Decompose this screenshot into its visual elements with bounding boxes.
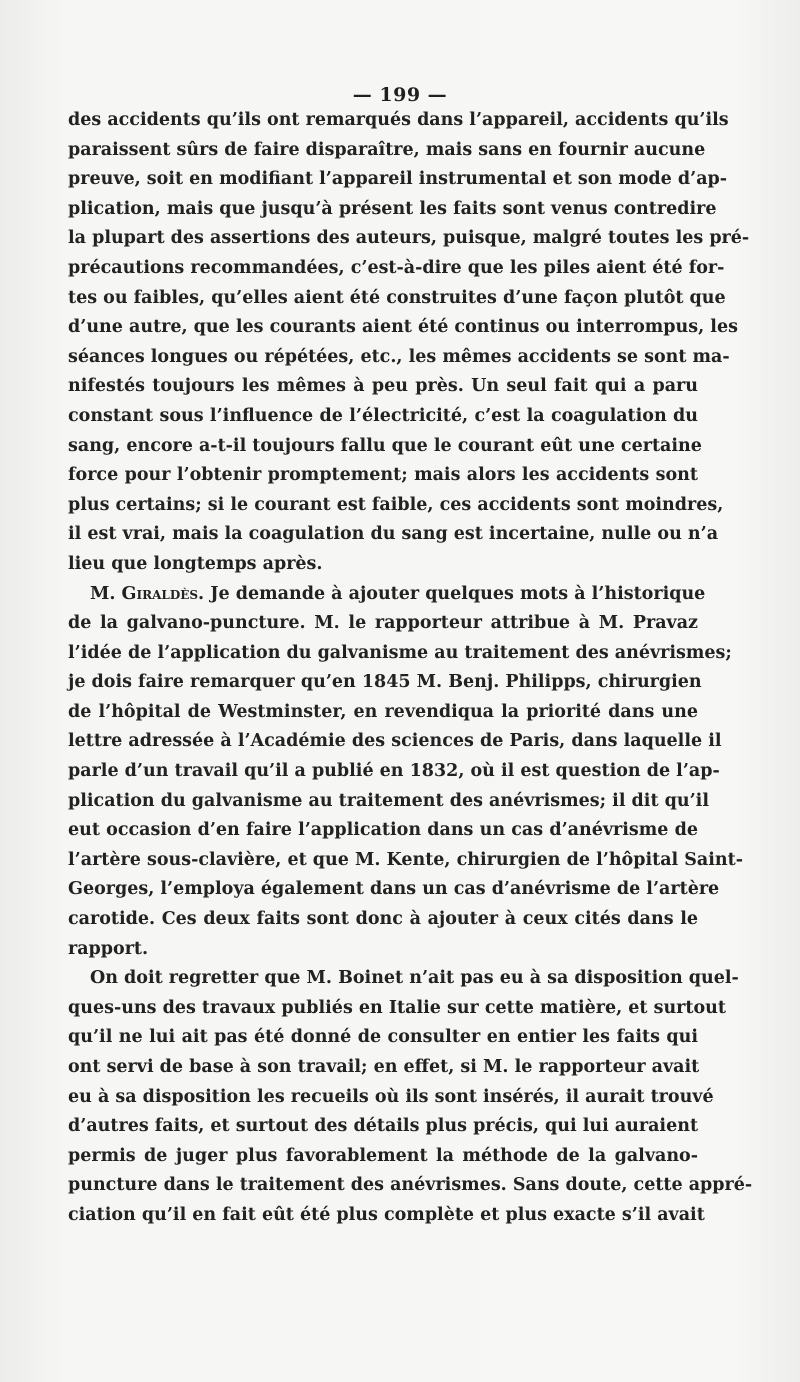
text-line: je dois faire remarquer qu’en 1845 M. Benj. Philipps, chirurgien (68, 672, 702, 693)
text-line: tes ou faibles, qu’elles aient été construites d’une façon plutôt que (68, 287, 726, 308)
text-line: des accidents qu’ils ont remarqués dans l’appareil, accidents qu’ils (68, 110, 729, 130)
text-line: ques-uns des travaux publiés en Italie sur cette matière, et surtout (68, 997, 726, 1018)
text-line: permis de juger plus favorablement la méthode de la galvano- (68, 1145, 698, 1166)
text-line: force pour l’obtenir promptement; mais alors les accidents sont (68, 465, 698, 486)
text-line: plication du galvanisme au traitement des anévrismes; il dit qu’il (68, 790, 709, 811)
text-line: ciation qu’il en fait eût été plus complète et plus exacte s’il avait (68, 1204, 705, 1225)
text-line: Georges, l’employa également dans un cas d’anévrisme de l’artère (68, 879, 720, 900)
text-line: ont servi de base à son travail; en effet, si M. le rapporteur avait (68, 1057, 700, 1077)
text-line: carotide. Ces deux faits sont donc à ajouter à ceux cités dans le (68, 909, 698, 930)
text-line: eut occasion d’en faire l’application dans un cas d’anévrisme de (68, 820, 698, 841)
body-text (68, 106, 753, 1231)
text-line: lettre adressée à l’Académie des sciences de Paris, dans laquelle il (68, 731, 722, 752)
text-line: On doit regretter que M. Boinet n’ait pas eu à sa disposition quel- (90, 968, 739, 989)
text-line: d’autres faits, et surtout des détails plus précis, qui lui auraient (68, 1116, 699, 1137)
paragraph-2 (68, 580, 743, 965)
text-line: sang, encore a-t-il toujours fallu que le courant eût une certaine (68, 435, 702, 456)
page-number: — 199 — (352, 84, 448, 106)
text-line: de la galvano-puncture. M. le rapporteur attribue à M. Pravaz (68, 613, 698, 634)
text-line: d’une autre, que les courants aient été continus ou interrompus, les (68, 317, 738, 338)
text-line: séances longues ou répétées, etc., les mêmes accidents se sont ma- (68, 346, 730, 367)
text-line: l’idée de l’application du galvanisme au traitement des anévrismes; (68, 642, 732, 663)
speaker-name: M. Giraldès. (90, 583, 205, 604)
text-line: puncture dans le traitement des anévrismes. Sans doute, cette appré- (68, 1175, 753, 1196)
text-line-with-speaker (68, 580, 706, 610)
text-line: l’artère sous-clavière, et que M. Kente, chirurgien de l’hôpital Saint- (68, 849, 743, 870)
text-line: rapport. (68, 938, 149, 959)
text-line: de l’hôpital de Westminster, en revendiqua la priorité dans une (68, 701, 698, 722)
text-line: paraissent sûrs de faire disparaître, mais sans en fournir aucune (68, 139, 706, 160)
text-line: nifestés toujours les mêmes à peu près. Un seul fait qui a paru (68, 376, 698, 397)
text-line: constant sous l’influence de l’électricité, c’est la coagulation du (68, 405, 698, 426)
text-line: lieu que longtemps après. (68, 553, 323, 574)
text-line: précautions recommandées, c’est-à-dire que les piles aient été for- (68, 257, 725, 278)
text-line: parle d’un travail qu’il a publié en 1832, où il est question de l’ap- (68, 761, 720, 782)
text-line: qu’il ne lui ait pas été donné de consulter en entier les faits qui (68, 1027, 698, 1048)
text-line: la plupart des assertions des auteurs, puisque, malgré toutes les pré- (68, 228, 750, 249)
text-line: plus certains; si le courant est faible, ces accidents sont moindres, (68, 494, 724, 515)
paragraph-1 (68, 106, 750, 580)
text-line: preuve, soit en modifiant l’appareil instrumental et son mode d’ap- (68, 169, 728, 190)
paragraph-3 (68, 964, 753, 1230)
text-line: plication, mais que jusqu’à présent les faits sont venus contredire (68, 198, 717, 219)
speaker-text: Je demande à ajouter quelques mots à l’historique (204, 583, 706, 604)
text-line: eu à sa disposition les recueils où ils sont insérés, il aurait trouvé (68, 1086, 714, 1107)
text-line: il est vrai, mais la coagulation du sang est incertaine, nulle ou n’a (68, 524, 719, 545)
